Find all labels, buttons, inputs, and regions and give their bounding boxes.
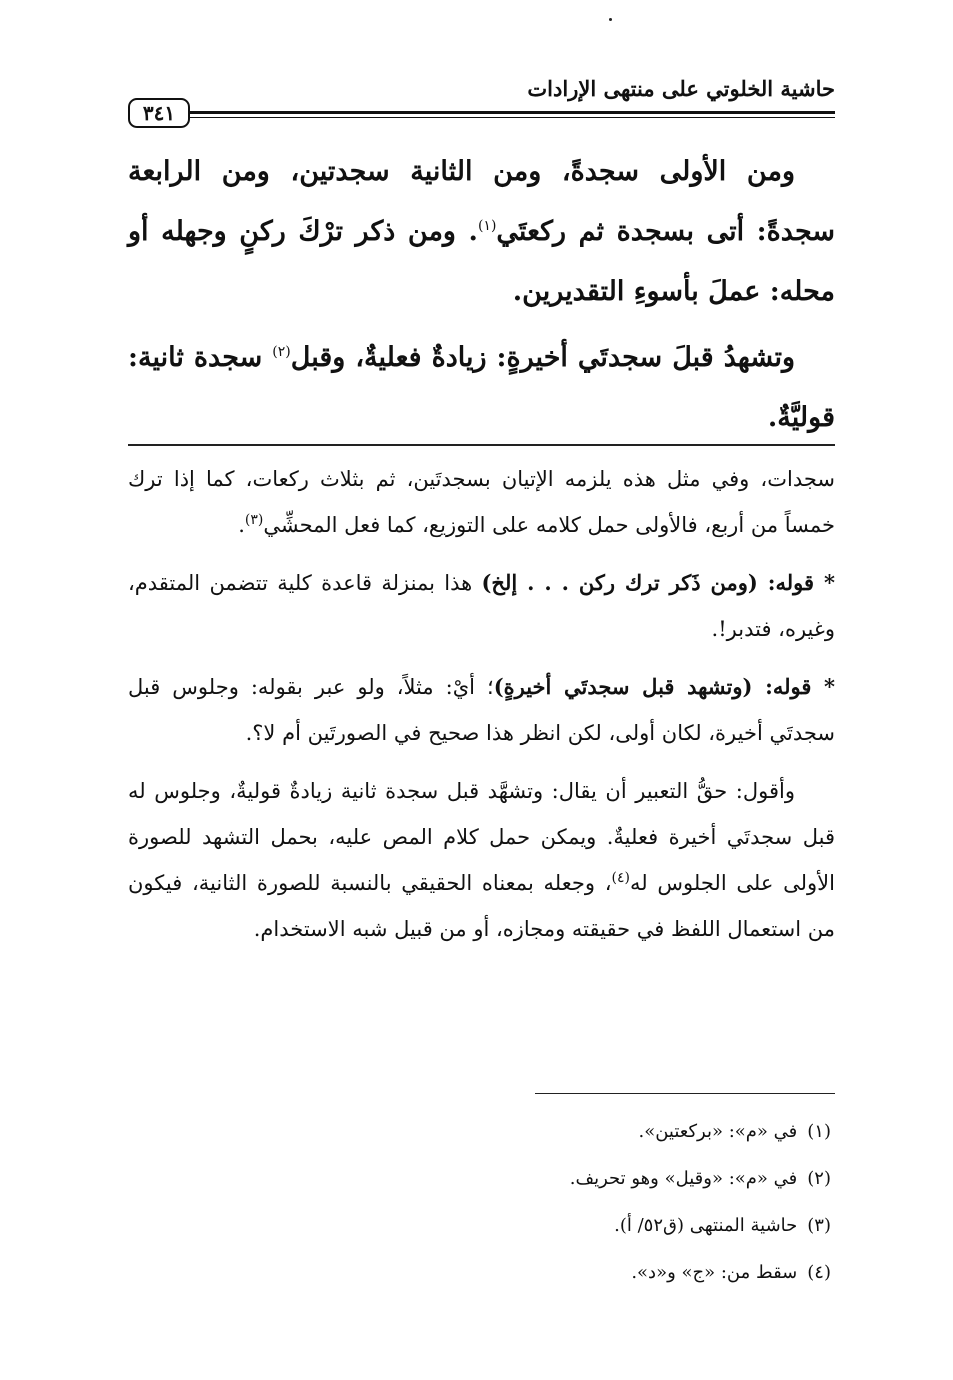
header-rule-thin xyxy=(190,117,835,118)
footnote-text: سقط من: «ج» و«د». xyxy=(631,1262,798,1283)
commentary-paragraph-3 xyxy=(128,664,835,756)
footnotes xyxy=(128,1108,831,1296)
footnote-ref-3: (٣) xyxy=(244,512,264,528)
footnote-number: (٤) xyxy=(807,1262,831,1283)
matn-paragraph-2 xyxy=(128,328,835,448)
page-number: ٣٤١ xyxy=(128,98,190,128)
footnote-item xyxy=(128,1202,831,1249)
commentary-p1-end: . xyxy=(238,513,245,537)
commentary-p3-text: ؛ أيْ: مثلاً، ولو عبر بقوله: وجلوس قبل سجدتَي أخيرة، لكان أولى، لكن انظر هذا صحيح في الصورتَين أم لا؟. xyxy=(128,675,835,745)
footnote-item xyxy=(128,1155,831,1202)
footnote-item xyxy=(128,1108,831,1155)
commentary-lemma-1: * قوله: (ومن ذَكر ترك ركن . . . إلخ) xyxy=(481,570,835,595)
commentary-paragraph-4 xyxy=(128,768,835,952)
text-separator xyxy=(128,444,835,446)
commentary-p1-text: سجدات، وفي مثل هذه يلزمه الإتيان بسجدتَين، ثم بثلاث ركعات، كما إذا ترك خمساً من أربع، فالأولى حمل كلامه على التوزيع، كما فعل المحشِّي xyxy=(128,467,835,537)
commentary-lemma-2: * قوله: (وتشهد قبل سجدتَي أخيرةٍ) xyxy=(493,674,836,699)
commentary-p4-text: وأقول: حقُّ التعبير أن يقال: وتشهَّد قبل سجدة ثانية زيادةٌ قوليةٌ، وجلوس له قبل سجدتَي أخيرة فعليةٌ. ويمكن حمل كلام المص عليه، بحمل التشهد للصورة الأولى على الجلوس له xyxy=(128,779,835,895)
footnote-text: حاشية المنتهى (ق٥٢/ أ). xyxy=(614,1215,798,1236)
footnote-rule xyxy=(535,1093,835,1094)
footnote-ref-1: (١) xyxy=(477,218,497,234)
matn-p1-tail: . ومن ذكر ترْكَ ركنٍ وجهله أو محله: عملَ بأسوءِ التقديرين. xyxy=(128,216,835,307)
footnote-text: في «م»: «وقيل» وهو تحريف. xyxy=(569,1168,798,1189)
commentary-paragraph-1 xyxy=(128,456,835,548)
matn-p1-text: ومن الأولى سجدةً، ومن الثانية سجدتين، ومن الرابعة سجدةً: أتى بسجدة ثم ركعتَي xyxy=(128,156,835,247)
matn-p2-head: وتشهدُ قبلَ سجدتَي أخيرةٍ: زيادةٌ فعليةٌ، وقبل xyxy=(290,342,795,373)
commentary-paragraph-2 xyxy=(128,560,835,652)
page-dot xyxy=(609,18,612,21)
commentary-p4-tail: ، وجعله بمعناه الحقيقي بالنسبة للصورة الثانية، فيكون من استعمال اللفظ في حقيقته ومجازه، أو من قبيل شبه الاستخدام. xyxy=(128,871,835,941)
footnote-number: (٣) xyxy=(807,1215,831,1236)
footnote-item xyxy=(128,1249,831,1296)
matn-p2-tail: سجدة ثانية: قوليَّةٌ. xyxy=(128,342,835,433)
commentary-p2-text: هذا بمنزلة قاعدة كلية تتضمن المتقدم، وغيره، فتدبر!. xyxy=(128,571,835,641)
footnote-number: (١) xyxy=(807,1121,831,1142)
running-header-title: حاشية الخلوتي على منتهى الإرادات xyxy=(527,76,835,101)
matn-text xyxy=(128,142,835,448)
commentary-text xyxy=(128,456,835,952)
footnote-text: في «م»: «بركعتين». xyxy=(638,1121,798,1142)
footnote-ref-2: (٢) xyxy=(272,344,291,360)
header-rule xyxy=(190,111,835,114)
footnote-ref-4: (٤) xyxy=(611,870,631,886)
footnote-number: (٢) xyxy=(807,1168,831,1189)
matn-paragraph-1 xyxy=(128,142,835,322)
